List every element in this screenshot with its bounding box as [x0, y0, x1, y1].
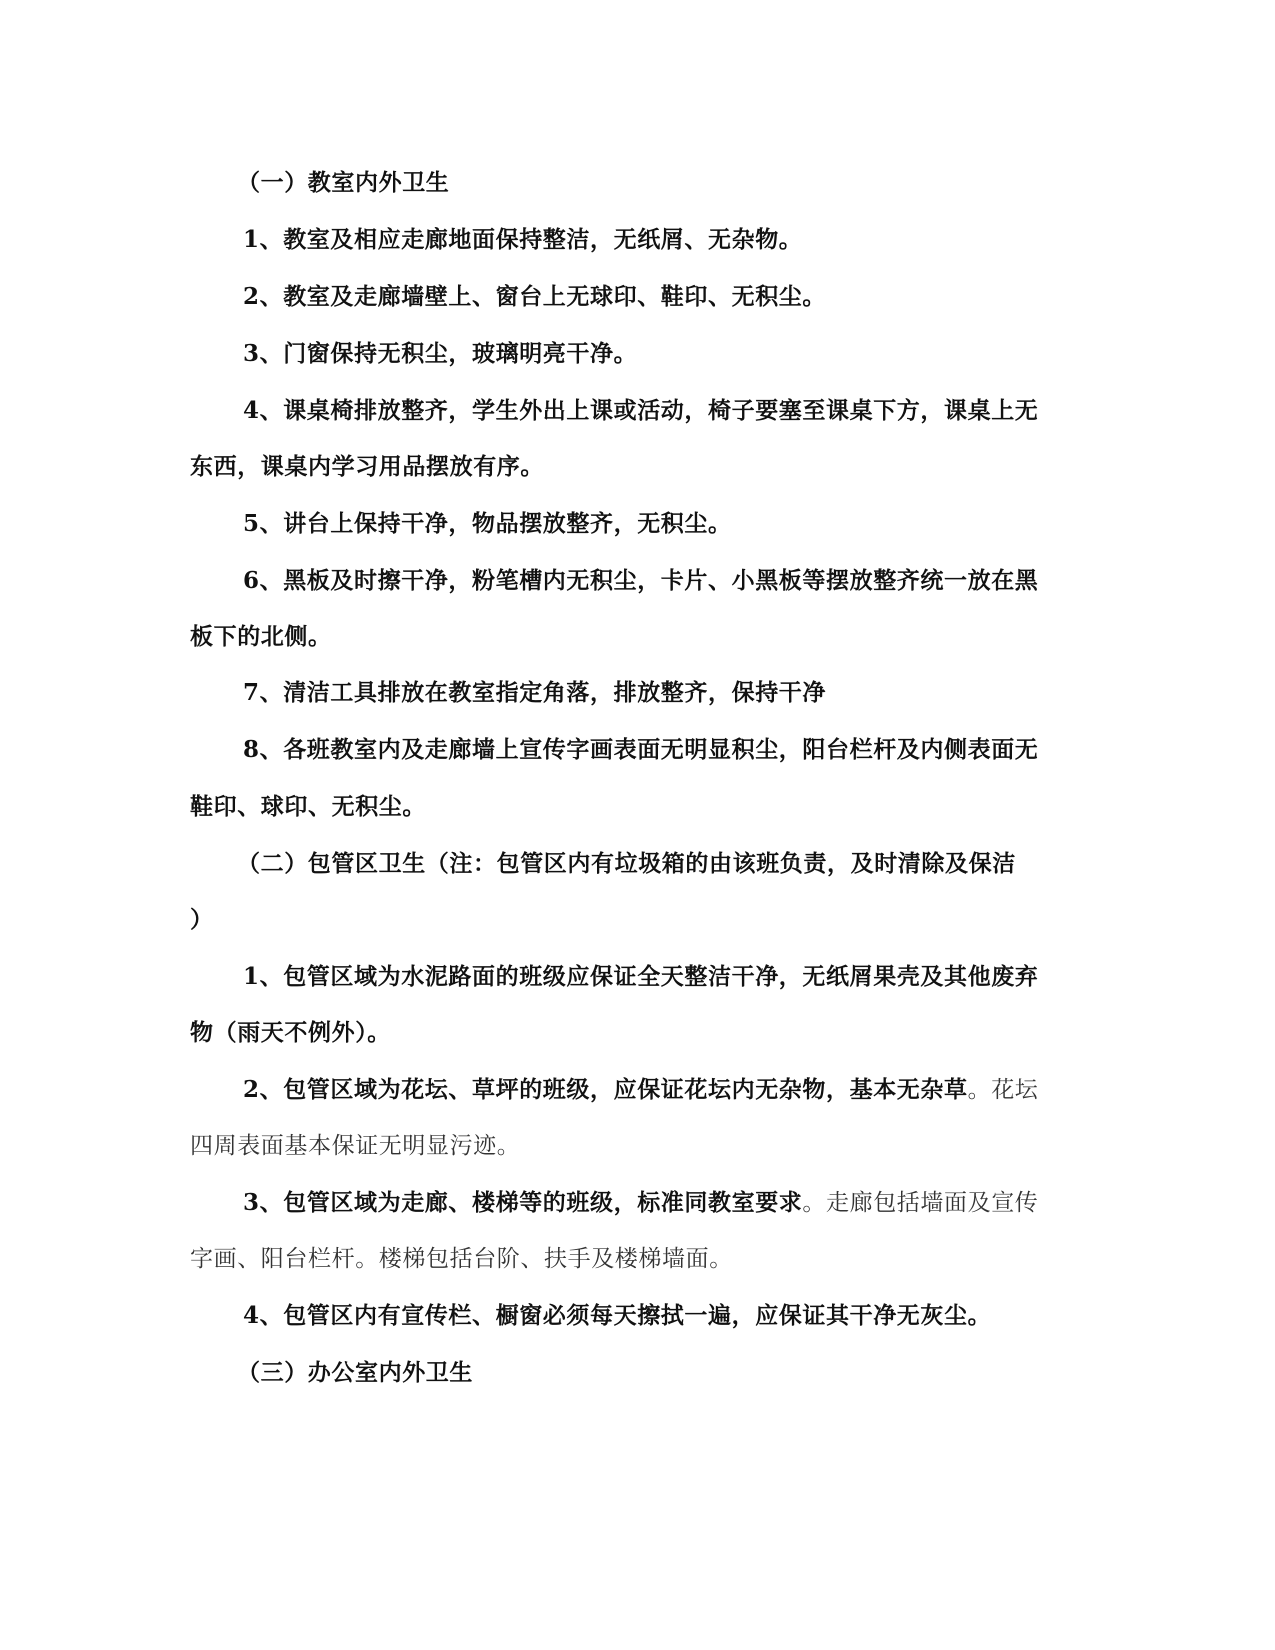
managed-item-2-bold: 2、包管区域为花坛、草坪的班级，应保证花坛内无杂物，基本无杂草 [243, 1076, 968, 1103]
managed-item-2-line1 [243, 1075, 1038, 1105]
managed-item-3-light: 。走廊包括墙面及宣传 [802, 1190, 1039, 1216]
list-item-1: 1、教室及相应走廊地面保持整洁，无纸屑、无杂物。 [243, 226, 803, 253]
managed-item-2-line2: 四周表面基本保证无明显污迹。 [190, 1133, 521, 1159]
section-heading-managed-area-line1: （二）包管区卫生（注：包管区内有垃圾箱的由该班负责，及时清除及保洁 [237, 850, 1016, 877]
managed-item-2-light: 。花坛 [967, 1077, 1039, 1103]
section-heading-classroom: （一）教室内外卫生 [237, 169, 450, 196]
list-item-6-line2: 板下的北侧。 [190, 623, 332, 650]
list-item-2: 2、教室及走廊墙壁上、窗台上无球印、鞋印、无积尘。 [243, 283, 827, 310]
managed-item-4: 4、包管区内有宣传栏、橱窗必须每天擦拭一遍，应保证其干净无灰尘。 [243, 1302, 992, 1329]
section-heading-office: （三）办公室内外卫生 [237, 1359, 473, 1386]
list-item-3: 3、门窗保持无积尘，玻璃明亮干净。 [243, 340, 638, 367]
list-item-4-line1: 4、课桌椅排放整齐，学生外出上课或活动，椅子要塞至课桌下方，课桌上无 [243, 397, 1039, 424]
list-item-8-line1: 8、各班教室内及走廊墙上宣传字画表面无明显积尘，阳台栏杆及内侧表面无 [243, 736, 1039, 763]
managed-item-3-line1 [243, 1188, 1038, 1218]
list-item-8-line2: 鞋印、球印、无积尘。 [190, 793, 426, 820]
list-item-5: 5、讲台上保持干净，物品摆放整齐，无积尘。 [243, 510, 732, 537]
list-item-6-line1: 6、黑板及时擦干净，粉笔槽内无积尘，卡片、小黑板等摆放整齐统一放在黑 [243, 567, 1039, 594]
managed-item-1-line1: 1、包管区域为水泥路面的班级应保证全天整洁干净，无纸屑果壳及其他废弃 [243, 963, 1039, 990]
list-item-4-line2: 东西，课桌内学习用品摆放有序。 [190, 453, 544, 480]
section-heading-managed-area-line2: ） [190, 906, 214, 933]
list-item-7: 7、清洁工具排放在教室指定角落，排放整齐，保持干净 [243, 679, 827, 706]
managed-item-3-bold: 3、包管区域为走廊、楼梯等的班级，标准同教室要求 [243, 1189, 803, 1216]
managed-item-3-line2: 字画、阳台栏杆。楼梯包括台阶、扶手及楼梯墙面。 [190, 1246, 733, 1272]
managed-item-1-line2: 物（雨天不例外）。 [190, 1019, 391, 1046]
